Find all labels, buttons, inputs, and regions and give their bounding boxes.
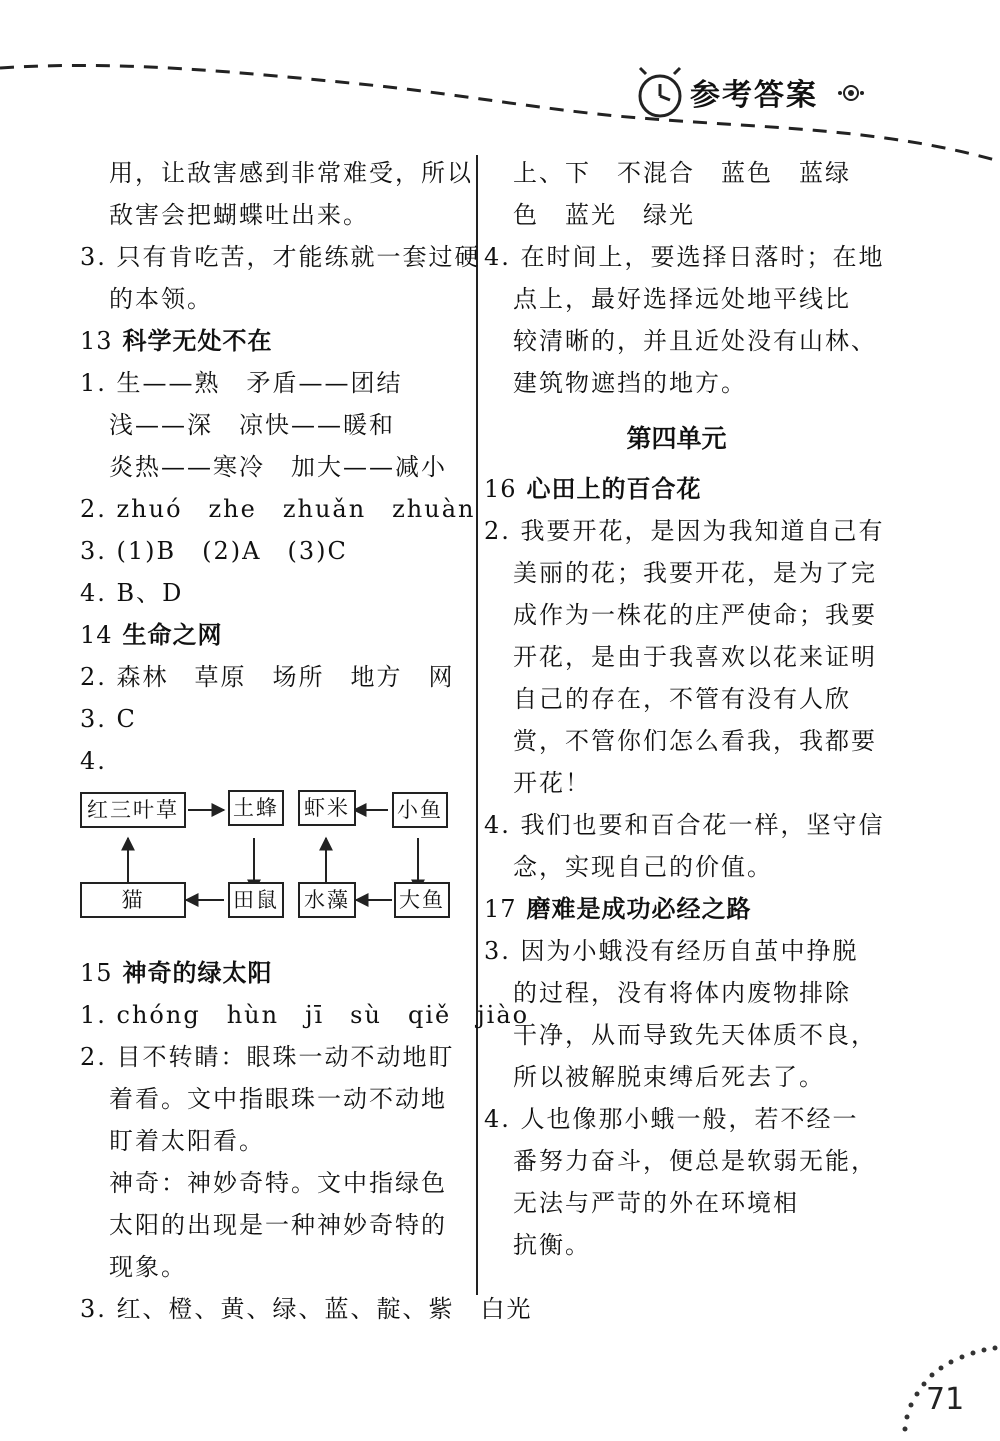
answer-line: 现象。	[109, 1253, 187, 1281]
food-web-node: 虾米	[298, 790, 356, 826]
lesson-number: 14	[80, 621, 113, 649]
column-divider	[476, 155, 478, 1295]
answer-line: 成作为一株花的庄严使命；我要	[513, 601, 877, 629]
header-decoration	[0, 0, 1000, 175]
answer-line: 建筑物遮挡的地方。	[513, 369, 747, 397]
answer-line: 较清晰的，并且近处没有山林、	[513, 327, 877, 355]
food-web-diagram	[80, 782, 465, 952]
food-web-node: 田鼠	[228, 882, 284, 918]
answer-line: 着看。文中指眼珠一动不动地	[109, 1085, 447, 1113]
answer-line: 干净，从而导致先天体质不良，	[513, 1021, 877, 1049]
lesson-number: 16	[484, 475, 517, 503]
answer-line: 点上，最好选择远处地平线比	[513, 285, 851, 313]
answer-line: 无法与严苛的外在环境相	[513, 1189, 799, 1217]
page-number: 71	[926, 1382, 965, 1417]
answer-line: 美丽的花；我要开花，是为了完	[513, 559, 877, 587]
answer-line: 3. C	[80, 705, 137, 733]
answer-line: 抗衡。	[513, 1231, 591, 1259]
answer-line: 盯着太阳看。	[109, 1127, 265, 1155]
answer-line: 4. B、D	[80, 579, 184, 607]
answer-line: 4.	[80, 747, 107, 775]
lesson-heading-14	[80, 614, 465, 656]
lesson-heading-16	[484, 468, 869, 510]
answer-line: 浅——深 凉快——暖和	[109, 411, 395, 439]
lesson-number: 13	[80, 327, 113, 355]
flower-icon	[838, 86, 864, 100]
answer-line: 赏，不管你们怎么看我，我都要	[513, 727, 877, 755]
lesson-number: 17	[484, 895, 517, 923]
answer-line: 开花！	[513, 769, 591, 797]
food-web-node: 小鱼	[392, 792, 448, 828]
answer-line: 用，让敌害感到非常难受，所以	[109, 159, 473, 187]
food-web-node: 红三叶草	[80, 792, 186, 828]
answer-line: 4. 我们也要和百合花一样，坚守信	[484, 811, 885, 839]
answer-line: 太阳的出现是一种神妙奇特的	[109, 1211, 447, 1239]
unit-title: 第四单元	[626, 424, 727, 453]
lesson-heading-17	[484, 888, 869, 930]
answer-line: 神奇：神妙奇特。文中指绿色	[109, 1169, 447, 1197]
header-title: 参考答案	[690, 78, 818, 113]
lesson-heading-13	[80, 320, 465, 362]
answer-line: 色 蓝光 绿光	[513, 201, 695, 229]
answer-line: 1. chóng hùn jī sù qiě jiào	[80, 1001, 530, 1029]
right-column	[484, 152, 885, 1266]
answer-line: 自己的存在，不管有没有人欣	[513, 685, 851, 713]
answer-line: 的过程，没有将体内废物排除	[513, 979, 851, 1007]
food-web-node: 猫	[80, 882, 186, 918]
answer-line: 3. 红、橙、黄、绿、蓝、靛、紫 白光	[80, 1295, 533, 1323]
answer-line: 念，实现自己的价值。	[513, 853, 773, 881]
answer-line: 2. zhuó zhe zhuǎn zhuàn	[80, 495, 476, 523]
lesson-heading-15	[80, 952, 465, 994]
answer-line: 上、下 不混合 蓝色 蓝绿	[513, 159, 851, 187]
answer-line: 3. 只有肯吃苦，才能练就一套过硬	[80, 243, 481, 271]
lesson-number: 15	[80, 959, 113, 987]
lesson-title: 心田上的百合花	[526, 475, 702, 503]
lesson-title: 生命之网	[122, 621, 223, 649]
answer-line: 2. 目不转睛：眼珠一动不动地盯	[80, 1043, 455, 1071]
food-web-node: 水藻	[298, 882, 356, 918]
lesson-title: 神奇的绿太阳	[122, 959, 273, 987]
answer-line: 的本领。	[109, 285, 213, 313]
answer-line: 敌害会把蝴蝶吐出来。	[109, 201, 369, 229]
food-web-node: 土蜂	[228, 790, 284, 826]
answer-line: 2. 森林 草原 场所 地方 网	[80, 663, 455, 691]
answer-line: 2. 我要开花，是因为我知道自己有	[484, 517, 885, 545]
answer-line: 4. 在时间上，要选择日落时；在地	[484, 243, 885, 271]
answer-line: 所以被解脱束缚后死去了。	[513, 1063, 825, 1091]
lesson-title: 磨难是成功必经之路	[526, 895, 752, 923]
answer-line: 4. 人也像那小蛾一般，若不经一	[484, 1105, 859, 1133]
clock-icon	[640, 68, 680, 116]
answer-line: 番努力奋斗，便总是软弱无能，	[513, 1147, 877, 1175]
answer-line: 1. 生——熟 矛盾——团结	[80, 369, 403, 397]
answer-line: 3. (1)B (2)A (3)C	[80, 537, 348, 565]
answer-line: 开花，是由于我喜欢以花来证明	[513, 643, 877, 671]
answer-line: 3. 因为小蛾没有经历自茧中挣脱	[484, 937, 859, 965]
food-web-node: 大鱼	[394, 882, 450, 918]
answer-line: 炎热——寒冷 加大——减小	[109, 453, 447, 481]
lesson-title: 科学无处不在	[122, 327, 273, 355]
